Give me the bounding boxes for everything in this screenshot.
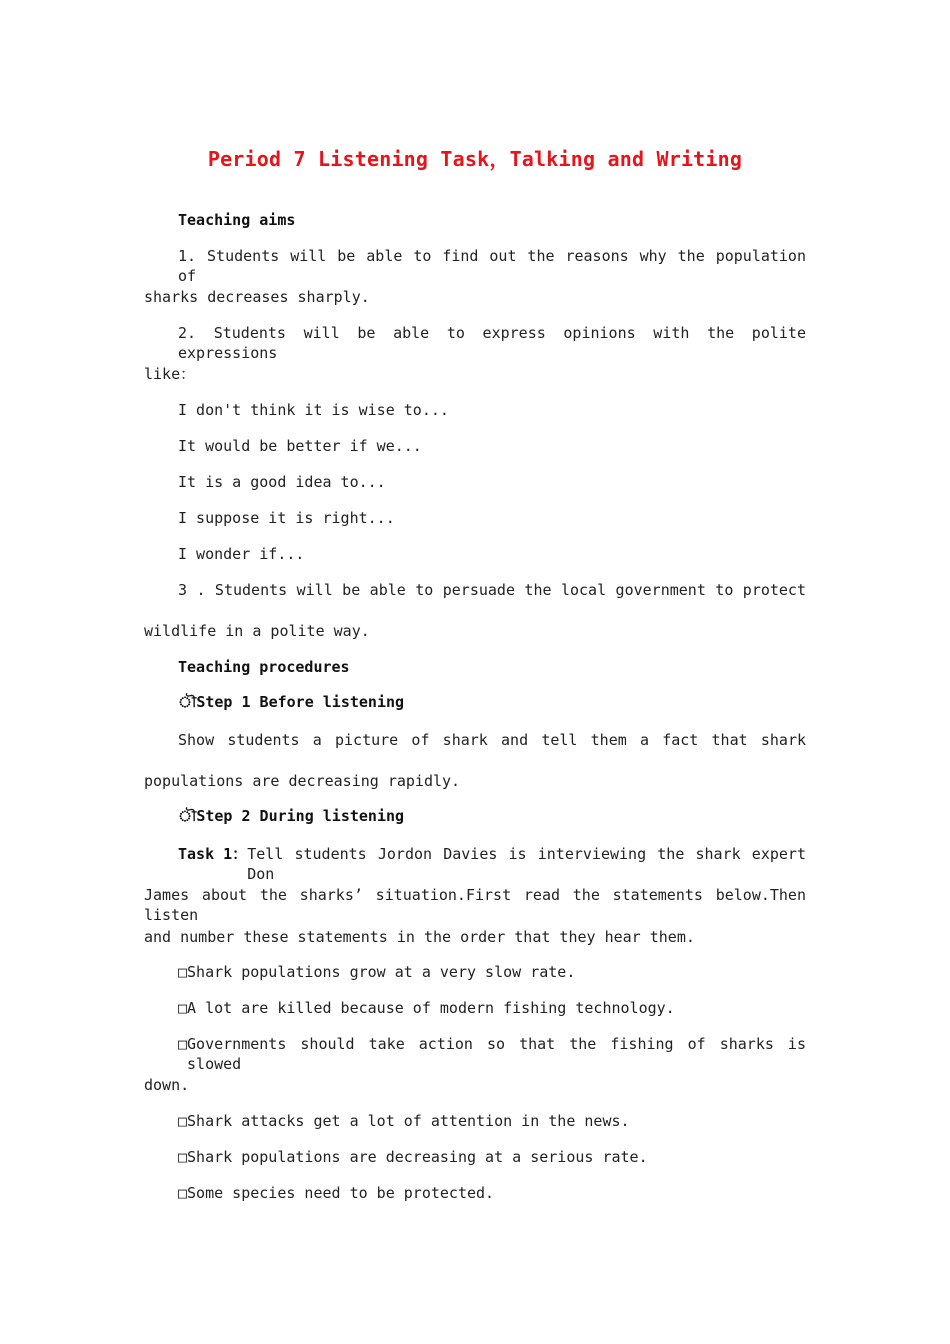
- expression-item: It would be better if we...: [178, 437, 422, 455]
- aim-3-line-1: 3 . Students will be able to persuade the local government to protect: [178, 581, 806, 599]
- statement-text: Shark populations are decreasing at a serious rate.: [187, 1148, 648, 1166]
- statement-item[interactable]: [178, 1111, 630, 1131]
- step-1-line-2: populations are decreasing rapidly.: [144, 772, 461, 790]
- statement-item[interactable]: [178, 962, 575, 982]
- aim-1-line-1: 1. Students will be able to find out the reasons why the population of: [178, 247, 806, 285]
- statement-text: Shark attacks get a lot of attention in the news.: [187, 1112, 630, 1130]
- aim-2-line-2: like：: [144, 365, 196, 383]
- expression-item: I suppose it is right...: [178, 509, 395, 527]
- statement-text: Shark populations grow at a very slow rate.: [187, 963, 576, 981]
- teaching-aims-heading: Teaching aims: [178, 211, 296, 229]
- task-1-text: Tell students Jordon Davies is interviewing the shark expert Don: [247, 845, 806, 883]
- task-1-line-3: and number these statements in the order that they hear them.: [144, 928, 695, 946]
- checkbox-icon: □: [178, 1112, 188, 1130]
- aim-2-line-1: 2. Students will be able to express opinions with the polite expressions: [178, 324, 806, 362]
- checkbox-icon: □: [178, 1184, 188, 1202]
- step-2-heading: [178, 806, 404, 826]
- expression-item: It is a good idea to...: [178, 473, 386, 491]
- step-1-title: Step 1 Before listening: [196, 693, 405, 711]
- statement-item[interactable]: [178, 1034, 806, 1074]
- statement-text: Some species need to be protected.: [187, 1184, 495, 1202]
- task-1-line-2: James about the sharks’ situation.First read the statements below.Then listen: [144, 886, 806, 924]
- statement-item[interactable]: [178, 1183, 494, 1203]
- aim-1-line-2: sharks decreases sharply.: [144, 288, 370, 306]
- statement-text: Governments should take action so that the fishing of sharks is slowed: [187, 1035, 806, 1073]
- checkbox-icon: □: [178, 1148, 188, 1166]
- teaching-procedures-heading: Teaching procedures: [178, 658, 350, 676]
- checkbox-icon: □: [178, 1035, 188, 1053]
- step-2-title: Step 2 During listening: [196, 807, 405, 825]
- page-title: Period 7 Listening Task，Talking and Writing: [207, 147, 743, 171]
- task-1-line-1: [178, 844, 806, 884]
- task-1-label: Task 1：: [178, 845, 248, 863]
- statement-continuation: down.: [144, 1076, 190, 1094]
- step-1-line-1: Show students a picture of shark and tell them a fact that shark: [178, 731, 806, 749]
- step-1-heading: [178, 692, 404, 712]
- aim-3-line-2: wildlife in a polite way.: [144, 622, 370, 640]
- checkbox-icon: □: [178, 963, 188, 981]
- expression-item: I wonder if...: [178, 545, 305, 563]
- statement-item[interactable]: [178, 1147, 648, 1167]
- step-marker-icon: ৗ: [178, 807, 197, 825]
- step-marker-icon: ৗ: [178, 693, 197, 711]
- expression-item: I don't think it is wise to...: [178, 401, 449, 419]
- statement-item[interactable]: [178, 998, 675, 1018]
- checkbox-icon: □: [178, 999, 188, 1017]
- statement-text: A lot are killed because of modern fishing technology.: [187, 999, 675, 1017]
